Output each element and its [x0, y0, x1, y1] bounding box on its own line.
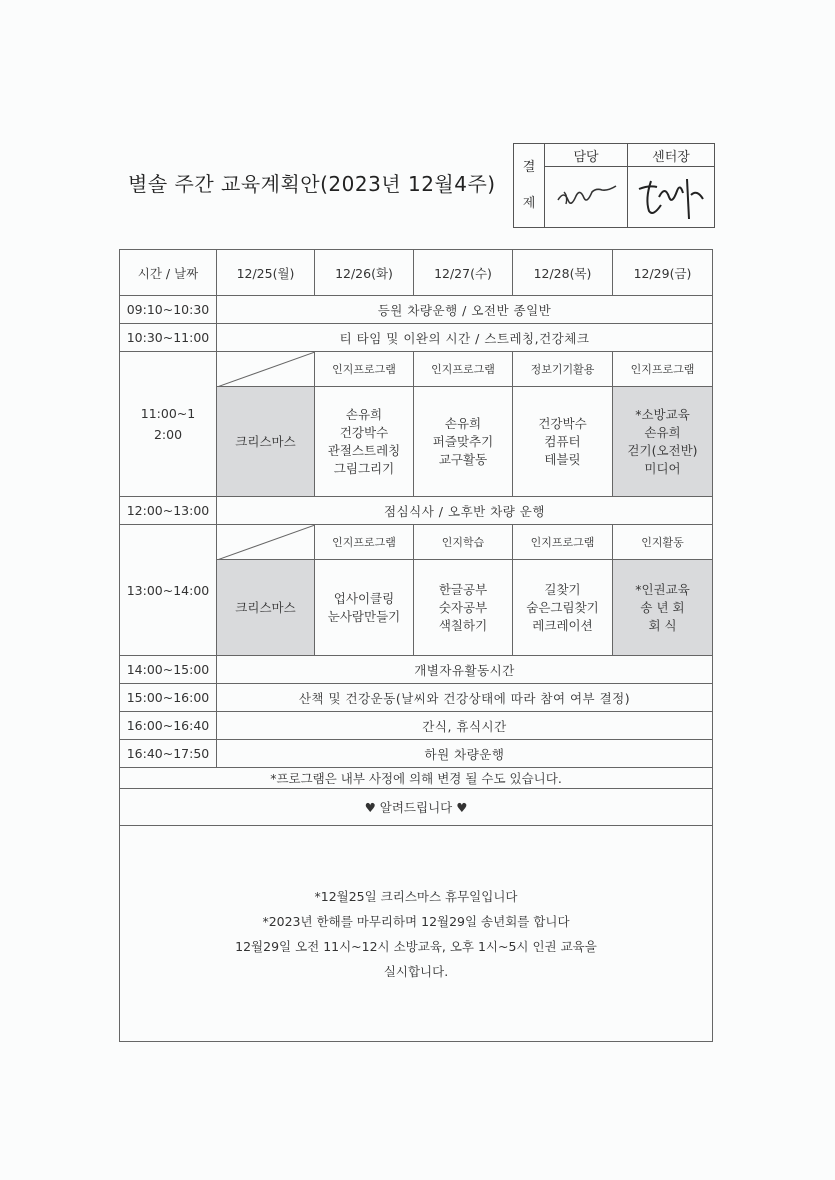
notice-body [120, 826, 713, 1042]
table-row [120, 497, 713, 525]
activity-cell: 하원 차량운행 [217, 740, 713, 768]
program-item: 퍼즐맞추기 [432, 433, 494, 449]
program-item: 손유희 [345, 406, 383, 422]
approval-col-director: 센터장 [628, 144, 715, 167]
program-item: 송 년 회 [640, 599, 685, 615]
program-item: 회 식 [648, 617, 677, 633]
note-row [120, 768, 713, 789]
program-item: 한글공부 [438, 581, 488, 597]
approval-side-bottom: 제 [522, 195, 536, 211]
program-cell [613, 560, 713, 656]
time-cell: 15:00~16:00 [120, 684, 217, 712]
holiday-cell: 크리스마스 [217, 387, 315, 497]
director-signature [628, 167, 715, 228]
time-line: 2:00 [153, 427, 183, 442]
activity-cell: 점심식사 / 오후반 차량 운행 [217, 497, 713, 525]
program-cell [414, 387, 513, 497]
program-item: 업사이클링 [333, 590, 395, 606]
notice-body-row [120, 826, 713, 1042]
notice-title: ♥ 알려드립니다 ♥ [120, 789, 713, 826]
program-change-note: *프로그램은 내부 사정에 의해 변경 될 수도 있습니다. [120, 768, 713, 789]
program-label: 인지프로그램 [315, 352, 414, 387]
table-row [120, 324, 713, 352]
program-cell [513, 560, 613, 656]
holiday-cell: 크리스마스 [217, 560, 315, 656]
day-tue: 12/26(화) [315, 250, 414, 296]
program-item: 교구활동 [438, 451, 488, 467]
program-item: *인권교육 [635, 581, 690, 597]
program-cell [513, 387, 613, 497]
approval-col-staff: 담당 [545, 144, 628, 167]
program-item: 건강박수 [339, 424, 389, 440]
approval-side-top: 결 [522, 159, 536, 175]
activity-cell: 간식, 휴식시간 [217, 712, 713, 740]
diagonal-cell [217, 352, 315, 387]
table-row [120, 740, 713, 768]
header-row [120, 250, 713, 296]
program-item: 레크레이션 [532, 617, 593, 633]
activity-cell: 티 타임 및 이완의 시간 / 스트레칭,건강체크 [217, 324, 713, 352]
program-item: 미디어 [644, 460, 681, 476]
program-label: 인지프로그램 [414, 352, 513, 387]
program-item: 숨은그림찾기 [526, 599, 599, 615]
program-item: 길찾기 [544, 581, 581, 597]
program-item: 손유희 [444, 415, 482, 431]
page-title: 별솔 주간 교육계획안(2023년 12월4주) [128, 172, 496, 196]
program-item: 걷기(오전반) [627, 442, 698, 458]
table-row [120, 712, 713, 740]
program-cell [613, 387, 713, 497]
diagonal-cell [217, 525, 315, 560]
approval-box [513, 143, 715, 228]
program-label: 인지프로그램 [513, 525, 613, 560]
program-item: 손유희 [644, 424, 681, 440]
program-item: *소방교육 [635, 406, 690, 422]
day-fri: 12/29(금) [613, 250, 713, 296]
time-cell: 10:30~11:00 [120, 324, 217, 352]
notice-title-row [120, 789, 713, 826]
table-row [120, 656, 713, 684]
program-item: 컴퓨터 [544, 433, 581, 449]
activity-cell: 개별자유활동시간 [217, 656, 713, 684]
program-label: 인지학습 [414, 525, 513, 560]
table-row [120, 684, 713, 712]
notice-line: *2023년 한해를 마무리하며 12월29일 송년회를 합니다 [262, 913, 570, 929]
program-item: 테블릿 [544, 451, 581, 467]
approval-side-label [514, 144, 545, 228]
program-cell [315, 387, 414, 497]
header-time-date: 시간 / 날짜 [120, 250, 217, 296]
day-wed: 12/27(수) [414, 250, 513, 296]
program-item: 건강박수 [538, 415, 587, 431]
program-item: 숫자공부 [438, 599, 488, 615]
program-label: 인지활동 [613, 525, 713, 560]
time-cell: 14:00~15:00 [120, 656, 217, 684]
day-thu: 12/28(목) [513, 250, 613, 296]
time-cell [120, 352, 217, 497]
program-label-row [120, 525, 713, 560]
program-item: 눈사람만들기 [327, 608, 401, 624]
program-label: 인지프로그램 [613, 352, 713, 387]
time-cell: 12:00~13:00 [120, 497, 217, 525]
staff-signature [545, 167, 628, 228]
notice-line: 12월29일 오전 11시~12시 소방교육, 오후 1시~5시 인권 교육을 [235, 938, 597, 954]
program-label: 정보기기활용 [513, 352, 613, 387]
time-cell: 16:40~17:50 [120, 740, 217, 768]
program-label: 인지프로그램 [315, 525, 414, 560]
activity-cell: 등원 차량운행 / 오전반 종일반 [217, 296, 713, 324]
schedule-table [119, 249, 713, 1042]
time-cell: 13:00~14:00 [120, 525, 217, 656]
time-line: 11:00~1 [140, 406, 196, 421]
day-mon: 12/25(월) [217, 250, 315, 296]
program-item: 그림그리기 [333, 460, 395, 476]
program-cell [315, 560, 414, 656]
program-item: 색칠하기 [438, 617, 488, 633]
notice-line: *12월25일 크리스마스 휴무일입니다 [314, 888, 518, 904]
program-cell [414, 560, 513, 656]
activity-cell: 산책 및 건강운동(날씨와 건강상태에 따라 참여 여부 결정) [217, 684, 713, 712]
table-row [120, 296, 713, 324]
program-item: 관절스트레칭 [327, 442, 401, 458]
notice-line: 실시합니다. [383, 963, 449, 979]
time-cell: 16:00~16:40 [120, 712, 217, 740]
time-cell: 09:10~10:30 [120, 296, 217, 324]
program-label-row [120, 352, 713, 387]
